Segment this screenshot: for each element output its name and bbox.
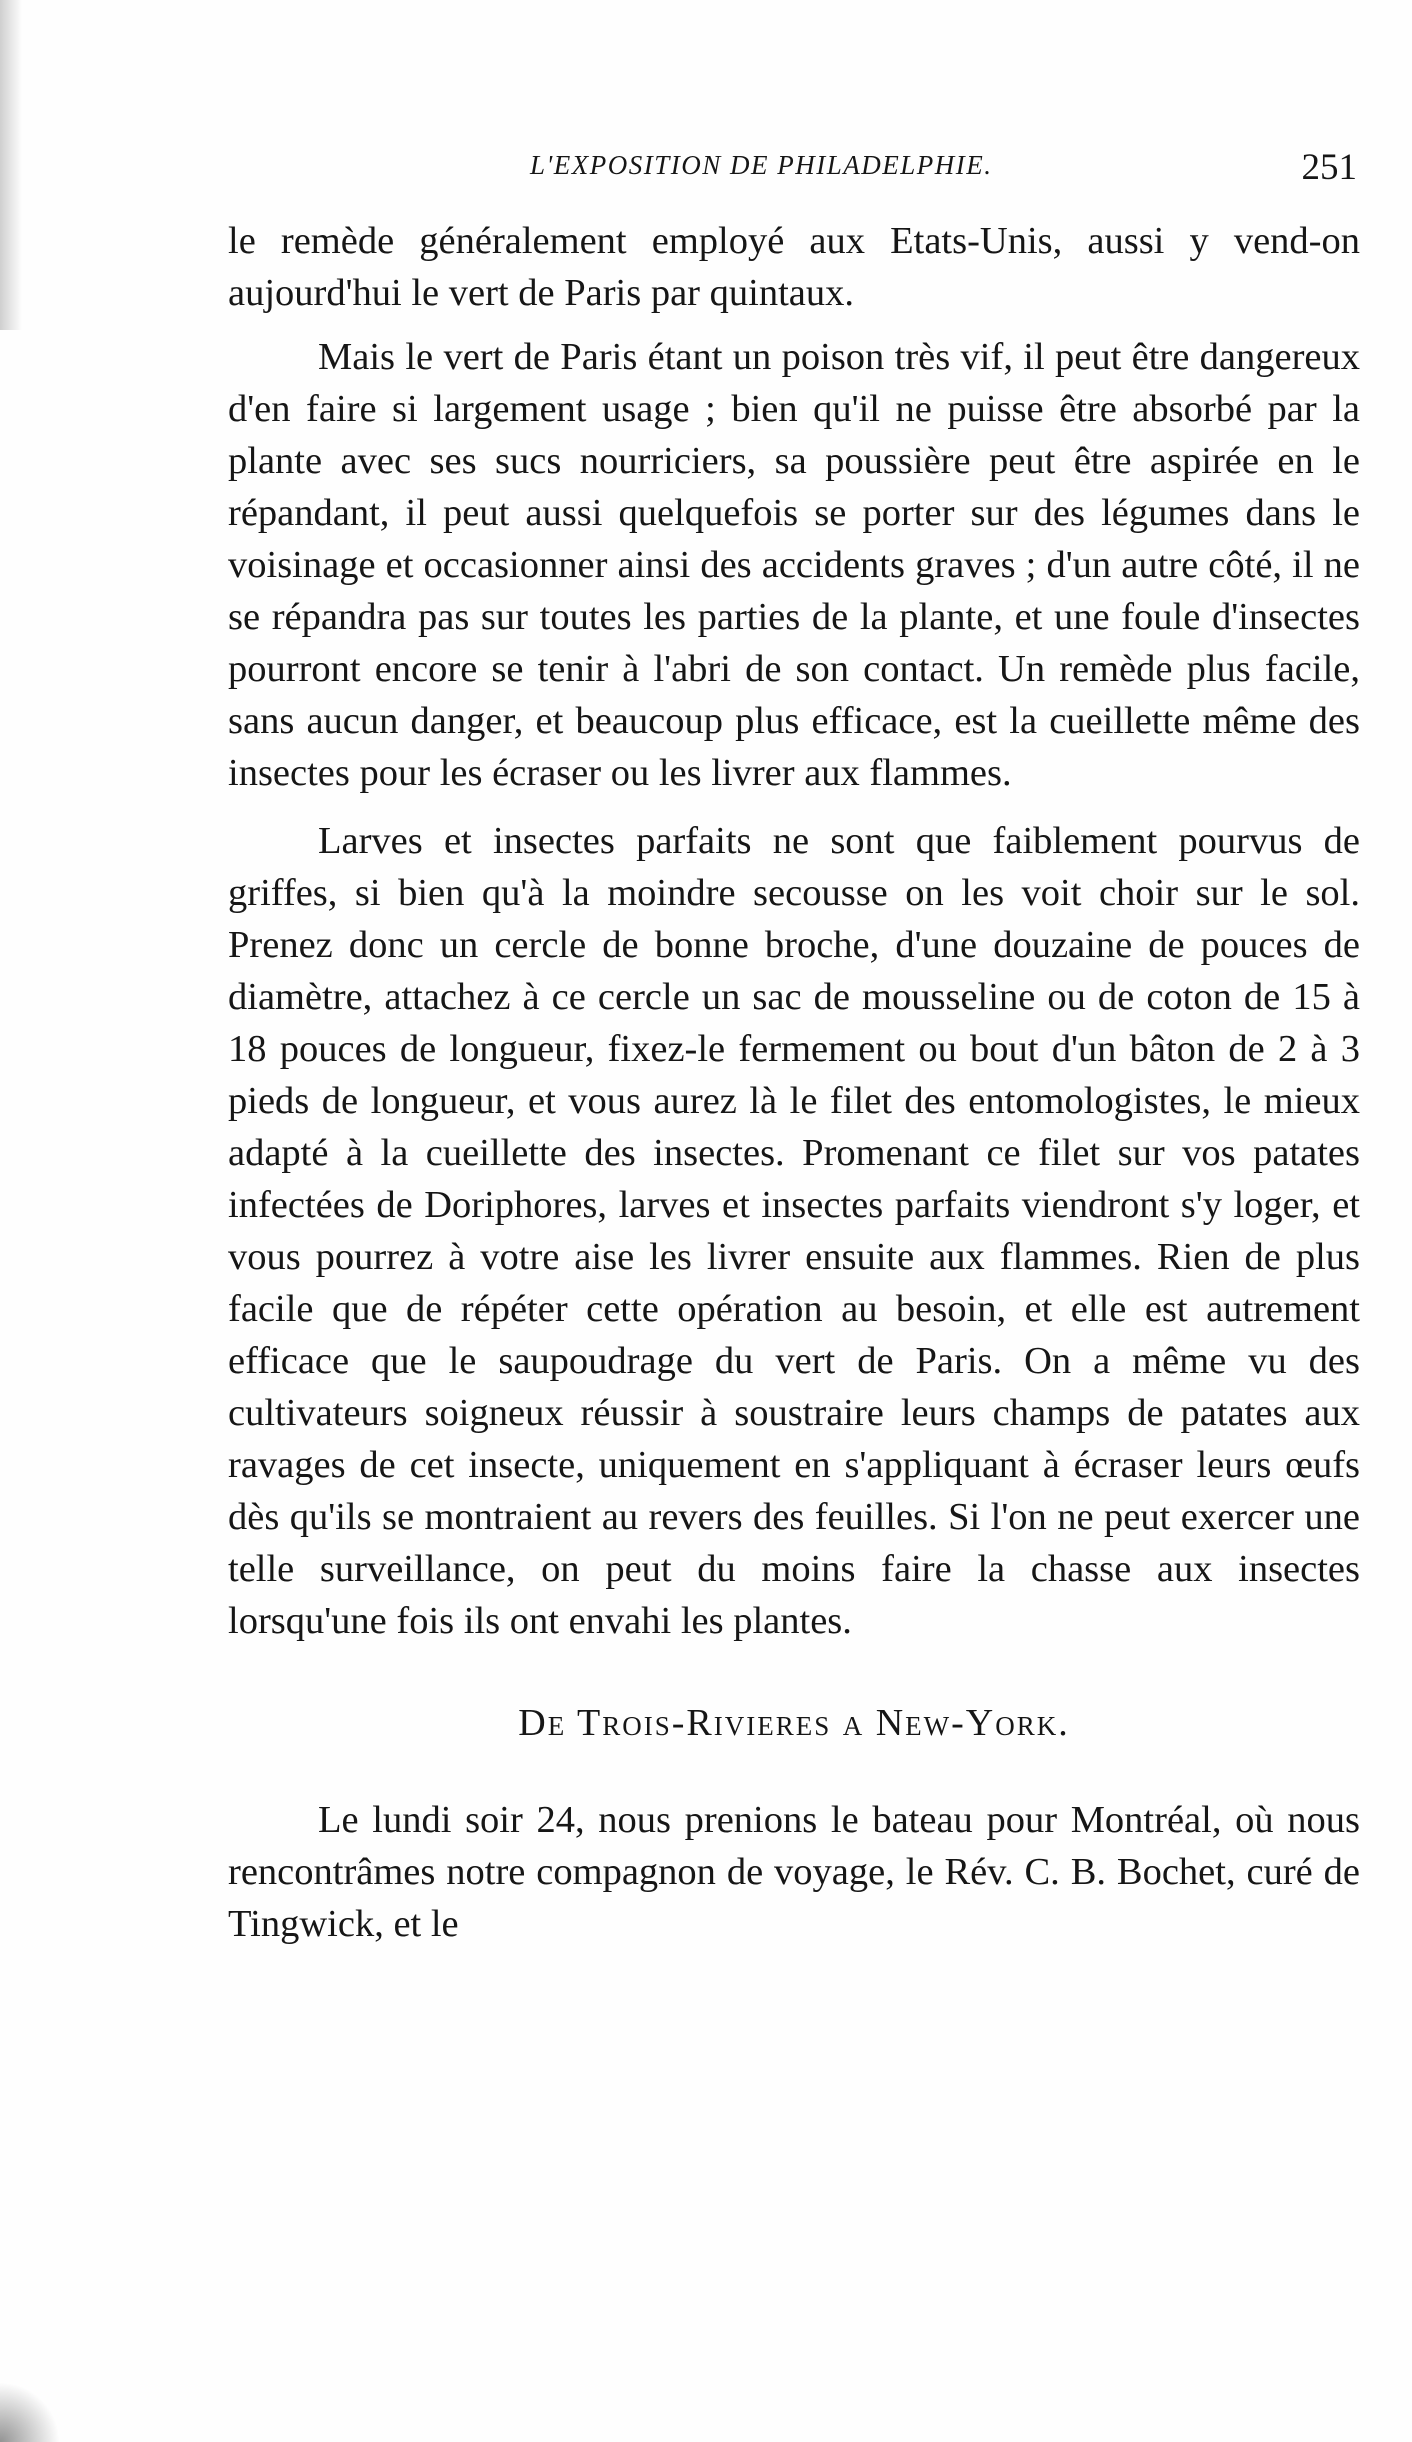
paragraph: Larves et insectes parfaits ne sont que faiblement pourvus de griffes, si bien qu'à la moindre secousse on les voit choir sur le sol. Prenez donc un cercle de bonne broche, d'une douzaine de pouces de diamètre, attachez à ce cercle un sac de mousseline ou de coton de 15 à 18 pouces de longueur, fixez-le fermement ou bout d'un bâton de 2 à 3 pieds de longueur, et vous aurez là le filet des entomologistes, le mieux adapté à la cueillette des insectes. Promenant ce filet sur vos patates infectées de Doriphores, larves et insectes parfaits viendront s'y loger, et vous pourrez à votre aise les livrer ensuite aux flammes. Rien de plus facile que de répéter cette opération au besoin, et elle est autrement efficace que le saupoudrage du vert de Paris. On a même vu des cultivateurs soigneux réussir à soustraire leurs champs de patates aux ravages de cet insecte, uniquement en s'appliquant à écraser leurs œufs dès qu'ils se montraient au revers des feuilles. Si l'on ne peut exercer une telle surveillance, on peut du moins faire la chasse aux insectes lorsqu'une fois ils ont envahi les plantes. xyxy=(228,820,1360,1642)
body-text xyxy=(228,215,1360,1950)
paragraph: Le lundi soir 24, nous prenions le bateau pour Montréal, où nous rencontrâmes notre compagnon de voyage, le Rév. C. B. Bochet, curé de Tingwick, et le xyxy=(228,1799,1360,1945)
running-head xyxy=(232,147,1357,190)
page-number: 251 xyxy=(1301,147,1357,188)
running-title: L'EXPOSITION DE PHILADELPHIE. xyxy=(530,150,993,180)
scan-corner-shadow xyxy=(0,2382,60,2442)
paragraph: Mais le vert de Paris étant un poison très vif, il peut être dangereux d'en faire si largement usage ; bien qu'il ne puisse être absorbé par la plante avec ses sucs nourriciers, sa poussière peut être aspirée en le répandant, il peut aussi quelquefois se porter sur des légumes dans le voisinage et occasionner ainsi des accidents graves ; d'un autre côté, il ne se répandra pas sur toutes les parties de la plante, et une foule d'insectes pourront encore se tenir à l'abri de son contact. Un remède plus facile, sans aucun danger, et beaucoup plus efficace, est la cueillette même des insectes pour les écraser ou les livrer aux flammes. xyxy=(228,336,1360,794)
paragraph-continued: le remède généralement employé aux Etats-Unis, aussi y vend-on aujourd'hui le vert de Paris par quintaux. xyxy=(228,220,1360,314)
scan-edge-shadow xyxy=(0,0,22,330)
section-heading: De Trois-Rivieres a New-York. xyxy=(518,1702,1070,1744)
